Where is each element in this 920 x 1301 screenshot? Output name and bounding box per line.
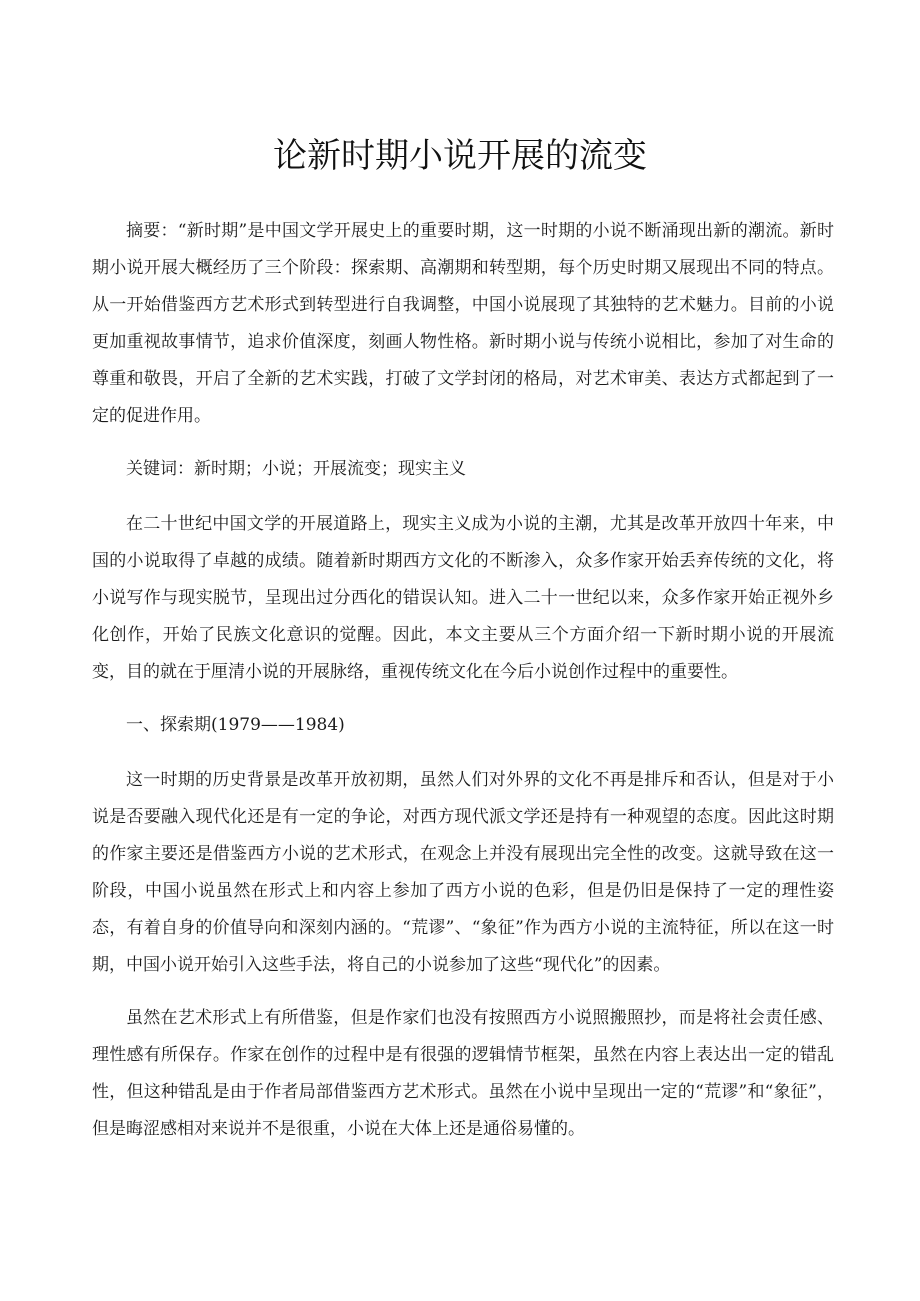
section-paragraph-2: 虽然在艺术形式上有所借鉴，但是作家们也没有按照西方小说照搬照抄，而是将社会责任感、理性感有所保存。作家在创作的过程中是有很强的逻辑情节框架，虽然在内容上表达出一定的错乱性，但这种错乱是由于作者局部借鉴西方艺术形式。虽然在小说中呈现出一定的“荒谬”和“象征”，但是晦涩感相对来说并不是很重，小说在大体上还是通俗易懂的。 xyxy=(92,1008,834,1139)
abstract-paragraph: 摘要：“新时期”是中国文学开展史上的重要时期，这一时期的小说不断涌现出新的潮流。新时期小说开展大概经历了三个阶段：探索期、高潮期和转型期，每个历史时期又展现出不同的特点。从一开始借鉴西方艺术形式到转型进行自我调整，中国小说展现了其独特的艺术魅力。目前的小说更加重视故事情节，追求价值深度，刻画人物性格。新时期小说与传统小说相比，参加了对生命的尊重和敬畏，开启了全新的艺术实践，打破了文学封闭的格局，对艺术审美、表达方式都起到了一定的促进作用。 xyxy=(92,221,834,426)
section-paragraph-1: 这一时期的历史背景是改革开放初期，虽然人们对外界的文化不再是排斥和否认，但是对于小说是否要融入现代化还是有一定的争论，对西方现代派文学还是持有一种观望的态度。因此这时期的作家主要还是借鉴西方小说的艺术形式，在观念上并没有展现出完全性的改变。这就导致在这一阶段，中国小说虽然在形式上和内容上参加了西方小说的色彩，但是仍旧是保持了一定的理性姿态，有着自身的价值导向和深刻内涵的。“荒谬”、“象征”作为西方小说的主流特征，所以在这一时期，中国小说开始引入这些手法，将自己的小说参加了这些“现代化”的因素。 xyxy=(92,770,834,975)
section-heading: 一、探索期(1979——1984) xyxy=(126,715,345,735)
intro-paragraph: 在二十世纪中国文学的开展道路上，现实主义成为小说的主潮，尤其是改革开放四十年来，中国的小说取得了卓越的成绩。随着新时期西方文化的不断渗入，众多作家开始丢弃传统的文化，将小说写作与现实脱节，呈现出过分西化的错误认知。进入二十一世纪以来，众多作家开始正视外乡化创作，开始了民族文化意识的觉醒。因此，本文主要从三个方面介绍一下新时期小说的开展流变，目的就在于厘清小说的开展脉络，重视传统文化在今后小说创作过程中的重要性。 xyxy=(92,514,834,682)
document-title: 论新时期小说开展的流变 xyxy=(273,136,647,176)
keywords-line: 关键词：新时期；小说；开展流变；现实主义 xyxy=(126,459,466,479)
document-body xyxy=(92,213,834,1164)
